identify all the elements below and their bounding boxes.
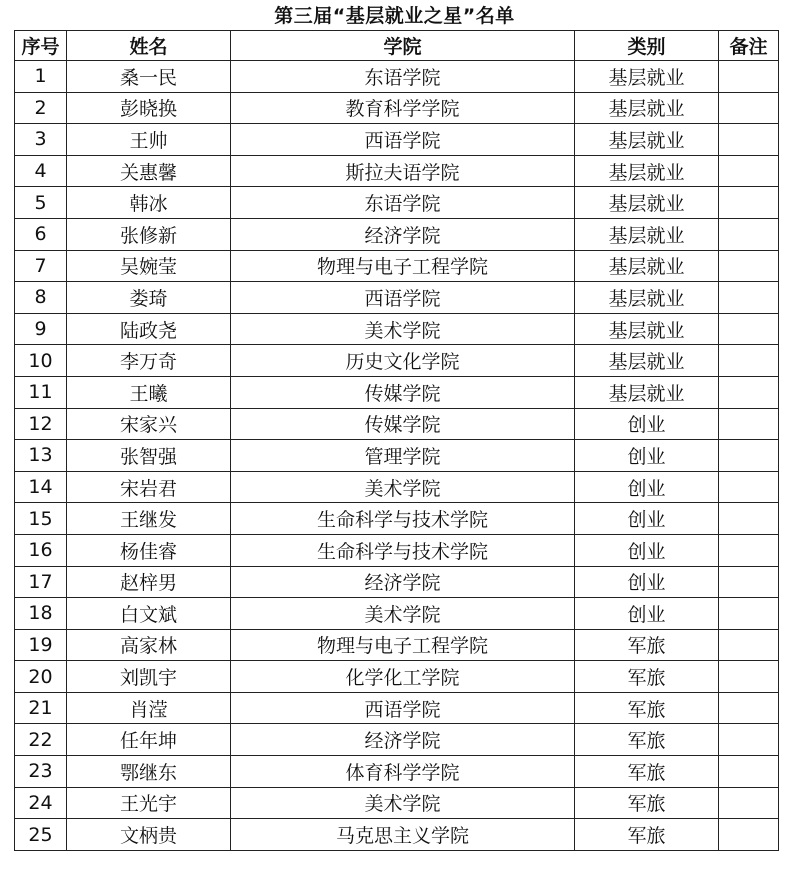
cell-category: 基层就业 xyxy=(575,282,719,314)
cell-name: 王继发 xyxy=(67,503,231,535)
table-row xyxy=(15,124,779,156)
cell-index: 17 xyxy=(15,566,67,598)
cell-name: 杨佳睿 xyxy=(67,534,231,566)
table-row xyxy=(15,250,779,282)
cell-index: 18 xyxy=(15,598,67,630)
cell-index: 11 xyxy=(15,376,67,408)
cell-name: 张修新 xyxy=(67,218,231,250)
cell-college: 经济学院 xyxy=(231,724,575,756)
cell-note xyxy=(719,534,779,566)
table-row xyxy=(15,819,779,851)
cell-index: 2 xyxy=(15,92,67,124)
cell-college: 美术学院 xyxy=(231,313,575,345)
cell-index: 25 xyxy=(15,819,67,851)
table-row xyxy=(15,598,779,630)
cell-index: 10 xyxy=(15,345,67,377)
table-row xyxy=(15,61,779,93)
cell-name: 张智强 xyxy=(67,440,231,472)
cell-category: 基层就业 xyxy=(575,345,719,377)
cell-category: 创业 xyxy=(575,566,719,598)
cell-note xyxy=(719,313,779,345)
cell-note xyxy=(719,92,779,124)
cell-name: 李万奇 xyxy=(67,345,231,377)
cell-name: 吴婉莹 xyxy=(67,250,231,282)
cell-college: 东语学院 xyxy=(231,61,575,93)
cell-note xyxy=(719,376,779,408)
cell-note xyxy=(719,503,779,535)
cell-note xyxy=(719,282,779,314)
cell-category: 基层就业 xyxy=(575,313,719,345)
table-row xyxy=(15,566,779,598)
cell-college: 马克思主义学院 xyxy=(231,819,575,851)
cell-college: 传媒学院 xyxy=(231,376,575,408)
cell-college: 西语学院 xyxy=(231,124,575,156)
cell-category: 基层就业 xyxy=(575,124,719,156)
cell-name: 韩冰 xyxy=(67,187,231,219)
cell-college: 经济学院 xyxy=(231,218,575,250)
cell-index: 7 xyxy=(15,250,67,282)
table-row xyxy=(15,692,779,724)
header-college: 学院 xyxy=(231,31,575,61)
cell-category: 创业 xyxy=(575,471,719,503)
cell-category: 创业 xyxy=(575,503,719,535)
cell-index: 4 xyxy=(15,155,67,187)
cell-category: 军旅 xyxy=(575,819,719,851)
table-row xyxy=(15,724,779,756)
cell-name: 宋家兴 xyxy=(67,408,231,440)
cell-category: 军旅 xyxy=(575,629,719,661)
table-row xyxy=(15,313,779,345)
cell-name: 陆政尧 xyxy=(67,313,231,345)
cell-college: 经济学院 xyxy=(231,566,575,598)
cell-college: 美术学院 xyxy=(231,471,575,503)
cell-category: 基层就业 xyxy=(575,376,719,408)
cell-note xyxy=(719,756,779,788)
cell-category: 创业 xyxy=(575,534,719,566)
cell-college: 东语学院 xyxy=(231,187,575,219)
cell-note xyxy=(719,787,779,819)
cell-name: 王曦 xyxy=(67,376,231,408)
cell-note xyxy=(719,408,779,440)
cell-index: 6 xyxy=(15,218,67,250)
cell-name: 王光宇 xyxy=(67,787,231,819)
cell-note xyxy=(719,692,779,724)
cell-college: 美术学院 xyxy=(231,598,575,630)
cell-name: 高家林 xyxy=(67,629,231,661)
cell-index: 5 xyxy=(15,187,67,219)
cell-name: 肖滢 xyxy=(67,692,231,724)
cell-note xyxy=(719,566,779,598)
table-row xyxy=(15,408,779,440)
cell-note xyxy=(719,61,779,93)
cell-name: 刘凯宇 xyxy=(67,661,231,693)
table-row xyxy=(15,345,779,377)
cell-name: 文柄贵 xyxy=(67,819,231,851)
cell-index: 23 xyxy=(15,756,67,788)
cell-category: 军旅 xyxy=(575,756,719,788)
cell-index: 16 xyxy=(15,534,67,566)
table-row xyxy=(15,661,779,693)
document-title: 第三届“基层就业之星”名单 xyxy=(274,5,515,27)
cell-note xyxy=(719,598,779,630)
table-row xyxy=(15,376,779,408)
table-row xyxy=(15,155,779,187)
cell-index: 14 xyxy=(15,471,67,503)
cell-college: 教育科学学院 xyxy=(231,92,575,124)
cell-category: 基层就业 xyxy=(575,187,719,219)
cell-note xyxy=(719,250,779,282)
table-row xyxy=(15,534,779,566)
cell-college: 生命科学与技术学院 xyxy=(231,534,575,566)
cell-college: 体育科学学院 xyxy=(231,756,575,788)
cell-index: 22 xyxy=(15,724,67,756)
cell-name: 关惠馨 xyxy=(67,155,231,187)
cell-note xyxy=(719,724,779,756)
cell-category: 创业 xyxy=(575,408,719,440)
cell-category: 军旅 xyxy=(575,661,719,693)
cell-college: 西语学院 xyxy=(231,282,575,314)
cell-index: 3 xyxy=(15,124,67,156)
cell-index: 8 xyxy=(15,282,67,314)
cell-category: 军旅 xyxy=(575,692,719,724)
cell-category: 基层就业 xyxy=(575,250,719,282)
cell-index: 1 xyxy=(15,61,67,93)
header-index: 序号 xyxy=(15,31,67,61)
cell-index: 12 xyxy=(15,408,67,440)
cell-name: 娄琦 xyxy=(67,282,231,314)
cell-category: 军旅 xyxy=(575,787,719,819)
header-note: 备注 xyxy=(719,31,779,61)
cell-category: 创业 xyxy=(575,598,719,630)
roster-table xyxy=(14,30,779,851)
table-header xyxy=(15,31,779,61)
cell-category: 基层就业 xyxy=(575,61,719,93)
cell-category: 军旅 xyxy=(575,724,719,756)
cell-name: 王帅 xyxy=(67,124,231,156)
cell-name: 白文斌 xyxy=(67,598,231,630)
cell-note xyxy=(719,629,779,661)
cell-index: 15 xyxy=(15,503,67,535)
cell-note xyxy=(719,187,779,219)
header-name: 姓名 xyxy=(67,31,231,61)
cell-college: 历史文化学院 xyxy=(231,345,575,377)
table-body xyxy=(15,61,779,851)
cell-index: 9 xyxy=(15,313,67,345)
cell-college: 管理学院 xyxy=(231,440,575,472)
cell-note xyxy=(719,345,779,377)
cell-name: 桑一民 xyxy=(67,61,231,93)
cell-index: 19 xyxy=(15,629,67,661)
table-row xyxy=(15,282,779,314)
cell-college: 斯拉夫语学院 xyxy=(231,155,575,187)
cell-college: 美术学院 xyxy=(231,787,575,819)
table-row xyxy=(15,503,779,535)
table-row xyxy=(15,787,779,819)
cell-college: 化学化工学院 xyxy=(231,661,575,693)
cell-name: 任年坤 xyxy=(67,724,231,756)
cell-note xyxy=(719,471,779,503)
cell-index: 20 xyxy=(15,661,67,693)
cell-category: 创业 xyxy=(575,440,719,472)
cell-index: 13 xyxy=(15,440,67,472)
cell-name: 赵梓男 xyxy=(67,566,231,598)
table-row xyxy=(15,218,779,250)
cell-index: 24 xyxy=(15,787,67,819)
table-row xyxy=(15,629,779,661)
table-row xyxy=(15,471,779,503)
cell-college: 物理与电子工程学院 xyxy=(231,629,575,661)
cell-note xyxy=(719,155,779,187)
cell-note xyxy=(719,819,779,851)
cell-name: 宋岩君 xyxy=(67,471,231,503)
cell-college: 物理与电子工程学院 xyxy=(231,250,575,282)
header-row xyxy=(15,31,779,61)
table-row xyxy=(15,756,779,788)
cell-category: 基层就业 xyxy=(575,92,719,124)
cell-name: 鄂继东 xyxy=(67,756,231,788)
cell-category: 基层就业 xyxy=(575,218,719,250)
cell-note xyxy=(719,218,779,250)
cell-note xyxy=(719,440,779,472)
table-row xyxy=(15,187,779,219)
cell-index: 21 xyxy=(15,692,67,724)
cell-note xyxy=(719,124,779,156)
cell-name: 彭晓换 xyxy=(67,92,231,124)
cell-college: 传媒学院 xyxy=(231,408,575,440)
cell-category: 基层就业 xyxy=(575,155,719,187)
table-row xyxy=(15,92,779,124)
table-row xyxy=(15,440,779,472)
cell-note xyxy=(719,661,779,693)
cell-college: 生命科学与技术学院 xyxy=(231,503,575,535)
header-category: 类别 xyxy=(575,31,719,61)
cell-college: 西语学院 xyxy=(231,692,575,724)
